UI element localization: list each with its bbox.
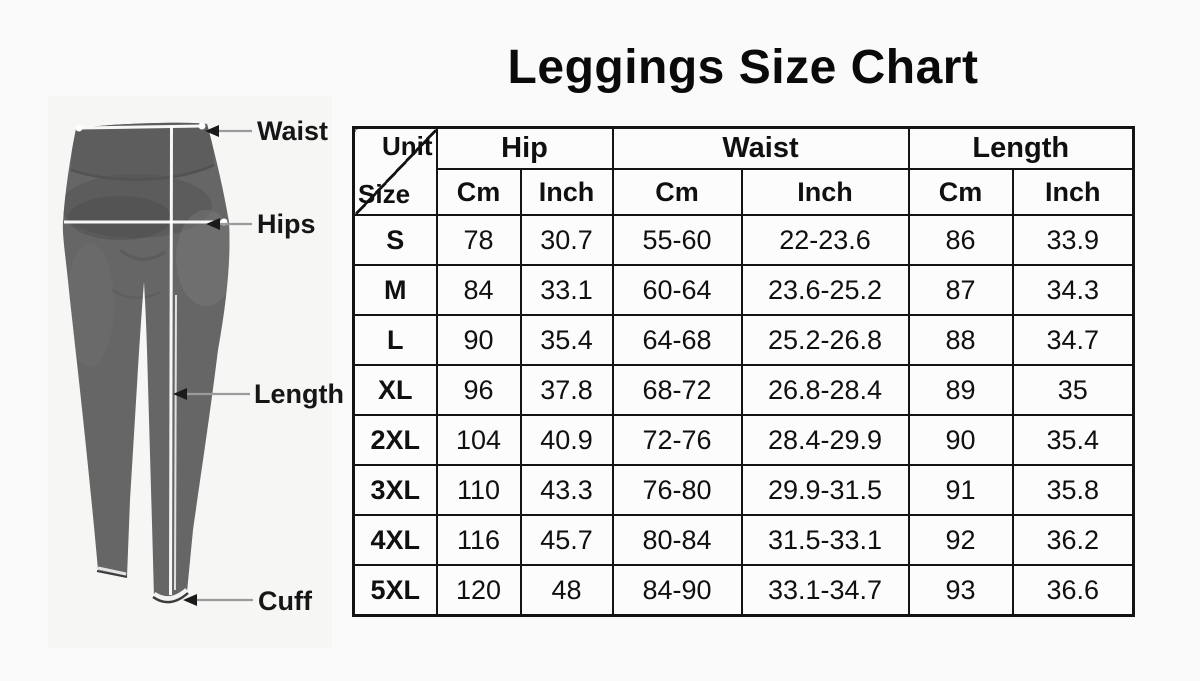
hip-inch-value: 40.9 xyxy=(521,415,613,465)
table-row xyxy=(354,515,1134,565)
hip-inch-value: 35.4 xyxy=(521,315,613,365)
length-inch-value: 35.4 xyxy=(1013,415,1134,465)
length-inch-value: 35.8 xyxy=(1013,465,1134,515)
size-label: S xyxy=(354,215,437,265)
length-cm-header: Cm xyxy=(909,169,1013,215)
hip-cm-value: 110 xyxy=(437,465,521,515)
size-label: 5XL xyxy=(354,565,437,616)
hips-annotation-label: Hips xyxy=(257,209,316,239)
waist-inch-value: 23.6-25.2 xyxy=(742,265,909,315)
size-label: 3XL xyxy=(354,465,437,515)
length-inch-value: 34.3 xyxy=(1013,265,1134,315)
length-inch-value: 36.2 xyxy=(1013,515,1134,565)
length-annotation-label: Length xyxy=(254,379,344,409)
waist-inch-value: 28.4-29.9 xyxy=(742,415,909,465)
waist-cm-value: 64-68 xyxy=(613,315,742,365)
table-row xyxy=(354,365,1134,415)
length-inch-value: 33.9 xyxy=(1013,215,1134,265)
corner-unit-label: Unit xyxy=(381,131,433,161)
length-inch-value: 35 xyxy=(1013,365,1134,415)
hip-inch-value: 45.7 xyxy=(521,515,613,565)
waist-cm-value: 68-72 xyxy=(613,365,742,415)
column-group-length: Length xyxy=(909,128,1134,170)
length-cm-value: 88 xyxy=(909,315,1013,365)
length-cm-value: 92 xyxy=(909,515,1013,565)
table-row xyxy=(354,215,1134,265)
hip-inch-value: 30.7 xyxy=(521,215,613,265)
waist-annotation-label: Waist xyxy=(257,116,329,146)
length-cm-value: 89 xyxy=(909,365,1013,415)
size-label: 4XL xyxy=(354,515,437,565)
table-row xyxy=(354,265,1134,315)
hip-inch-header: Inch xyxy=(521,169,613,215)
table-row xyxy=(354,315,1134,365)
size-label: L xyxy=(354,315,437,365)
table-header-sub-row xyxy=(354,169,1134,215)
length-inch-header: Inch xyxy=(1013,169,1134,215)
corner-size-label: Size xyxy=(358,179,411,209)
waist-inch-value: 25.2-26.8 xyxy=(742,315,909,365)
length-cm-value: 87 xyxy=(909,265,1013,315)
hip-cm-value: 90 xyxy=(437,315,521,365)
waist-cm-value: 76-80 xyxy=(613,465,742,515)
hip-inch-value: 48 xyxy=(521,565,613,616)
waist-inch-value: 22-23.6 xyxy=(742,215,909,265)
hip-cm-value: 116 xyxy=(437,515,521,565)
size-label: XL xyxy=(354,365,437,415)
length-inch-value: 36.6 xyxy=(1013,565,1134,616)
size-label: M xyxy=(354,265,437,315)
size-label: 2XL xyxy=(354,415,437,465)
table-header-group-row xyxy=(354,128,1134,170)
table-row xyxy=(354,415,1134,465)
waist-cm-value: 84-90 xyxy=(613,565,742,616)
hip-cm-value: 104 xyxy=(437,415,521,465)
size-chart-table xyxy=(352,126,1135,617)
length-cm-value: 90 xyxy=(909,415,1013,465)
length-cm-value: 93 xyxy=(909,565,1013,616)
hip-inch-value: 37.8 xyxy=(521,365,613,415)
hip-cm-value: 120 xyxy=(437,565,521,616)
hip-cm-value: 84 xyxy=(437,265,521,315)
length-inch-value: 34.7 xyxy=(1013,315,1134,365)
column-group-hip: Hip xyxy=(437,128,613,170)
waist-inch-value: 29.9-31.5 xyxy=(742,465,909,515)
waist-cm-value: 60-64 xyxy=(613,265,742,315)
table-row xyxy=(354,565,1134,616)
hip-inch-value: 43.3 xyxy=(521,465,613,515)
unit-size-corner-cell xyxy=(354,128,437,216)
length-cm-value: 91 xyxy=(909,465,1013,515)
table-row xyxy=(354,465,1134,515)
hip-inch-value: 33.1 xyxy=(521,265,613,315)
hip-cm-value: 96 xyxy=(437,365,521,415)
waist-inch-value: 26.8-28.4 xyxy=(742,365,909,415)
length-cm-value: 86 xyxy=(909,215,1013,265)
cuff-annotation-label: Cuff xyxy=(258,586,312,616)
hip-cm-value: 78 xyxy=(437,215,521,265)
waist-cm-value: 55-60 xyxy=(613,215,742,265)
waist-inch-header: Inch xyxy=(742,169,909,215)
waist-inch-value: 31.5-33.1 xyxy=(742,515,909,565)
waist-cm-value: 80-84 xyxy=(613,515,742,565)
column-group-waist: Waist xyxy=(613,128,909,170)
waist-cm-header: Cm xyxy=(613,169,742,215)
waist-cm-value: 72-76 xyxy=(613,415,742,465)
page-title: Leggings Size Chart xyxy=(507,41,979,94)
hip-cm-header: Cm xyxy=(437,169,521,215)
waist-inch-value: 33.1-34.7 xyxy=(742,565,909,616)
leggings-figure-illustration xyxy=(0,0,360,681)
